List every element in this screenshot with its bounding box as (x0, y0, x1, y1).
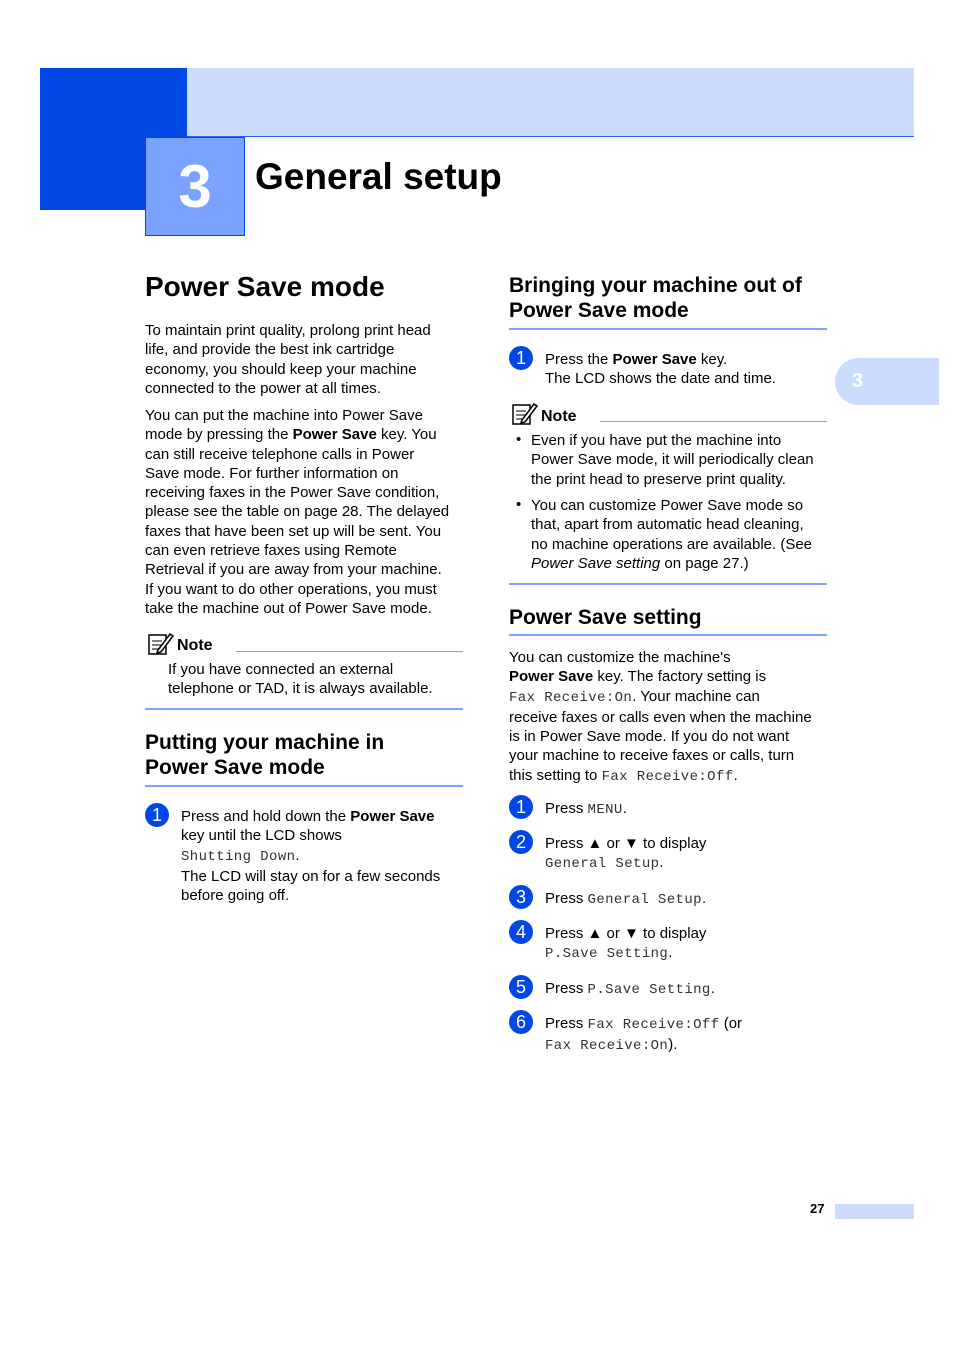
step-text (181, 807, 471, 905)
text-line: Press ▲ or ▼ to display (545, 925, 707, 942)
text-line: this setting to Fax Receive:Off. (509, 766, 738, 785)
text-line: Power Save setting on page 27.) (531, 554, 749, 572)
section-heading-power-save-mode: Power Save mode (145, 271, 385, 302)
text-line: Press ▲ or ▼ to display (545, 835, 707, 852)
text-line: If you want to do other operations, you must (145, 580, 437, 598)
text-line: connected to the power at all times. (145, 379, 381, 397)
text-line: Shutting Down. (181, 846, 300, 865)
text-line: economy, you should keep your machine (145, 360, 417, 378)
subheading-putting (145, 730, 384, 780)
text-line: You can customize the machine's (509, 649, 731, 666)
subheading-power-save-setting: Power Save setting (509, 606, 702, 629)
step-text (545, 1014, 742, 1057)
bullet-mark: • (516, 496, 522, 513)
text-line: The LCD will stay on for a few seconds (181, 867, 441, 885)
power-save-paragraph (145, 406, 475, 618)
side-tab-label: 3 (852, 370, 864, 392)
cross-reference-link[interactable]: Power Save setting (531, 554, 661, 572)
text-line: telephone or TAD, it is always available. (168, 680, 433, 698)
setting-paragraph (509, 648, 839, 787)
text-line: P.Save Setting. (545, 944, 673, 963)
text-line: You can put the machine into Power Save (145, 407, 423, 424)
heading-line: Power Save mode (145, 756, 325, 779)
page-number: 27 (810, 1201, 825, 1216)
heading-line: Putting your machine in (145, 731, 385, 754)
heading-line: Bringing your machine out of (509, 274, 802, 297)
note-rule (600, 421, 827, 422)
step-number-badge: 2 (509, 830, 533, 854)
note-bullet-2 (531, 496, 836, 573)
text-line: your machine to receive faxes or calls, turn (509, 747, 795, 765)
text-line: life, and provide the best ink cartridge (145, 341, 395, 359)
heading-underline (509, 328, 827, 330)
text-line: no machine operations are available. (See (531, 535, 813, 553)
step-number-badge: 3 (509, 885, 533, 909)
text-line: receive faxes or calls even when the machine (509, 708, 812, 726)
text-line: To maintain print quality, prolong print head (145, 322, 431, 339)
text-line: the print head to preserve print quality. (531, 470, 786, 488)
step-number-badge: 1 (509, 795, 533, 819)
text-line: before going off. (181, 887, 290, 905)
note-pencil-icon (148, 632, 174, 656)
page-footer-bar (835, 1204, 914, 1219)
note-rule (236, 651, 463, 652)
chapter-title: General setup (255, 156, 502, 197)
step-text (545, 350, 835, 389)
note-label: Note (541, 408, 577, 425)
text-line: General Setup. (545, 854, 664, 873)
heading-underline (145, 785, 463, 787)
heading-line: Power Save mode (509, 299, 689, 322)
step-text: Press P.Save Setting. (545, 980, 715, 998)
note-pencil-icon (512, 402, 538, 426)
text-line: Power Save mode, it will periodically clean (531, 451, 814, 469)
text-line: can even retrieve faxes using Remote (145, 542, 397, 560)
header-band (187, 68, 914, 137)
note-body (168, 660, 468, 699)
intro-paragraph (145, 321, 475, 398)
text-line: Press Fax Receive:Off (or (545, 1015, 743, 1033)
step-number-badge: 5 (509, 975, 533, 999)
text-line: Fax Receive:On. Your machine can (509, 687, 760, 706)
text-line: Even if you have put the machine into (531, 432, 782, 449)
text-line: mode by pressing the Power Save key. You (145, 426, 437, 444)
text-line: You can customize Power Save mode so (531, 497, 804, 514)
text-line: If you have connected an external (168, 661, 394, 678)
step-text (545, 924, 706, 965)
text-line: faxes that have been set up will be sent. You (145, 522, 442, 540)
text-line: can still receive telephone calls in Power (145, 445, 415, 463)
note-bullet-1 (531, 431, 836, 489)
text-line: that, apart from automatic head cleaning, (531, 516, 804, 534)
chapter-number: 3 (145, 137, 245, 236)
text-line: please see the table on page 28. The delayed (145, 503, 450, 521)
text-line: take the machine out of Power Save mode. (145, 599, 432, 617)
step-number-badge: 4 (509, 920, 533, 944)
bullet-mark: • (516, 431, 522, 448)
text-line: Save mode. For further information on (145, 464, 399, 482)
text-line: Press the Power Save key. (545, 351, 728, 368)
text-line: Fax Receive:On). (545, 1036, 678, 1055)
section-divider (145, 708, 463, 710)
text-line: receiving faxes in the Power Save condition, (145, 484, 440, 502)
text-line: The LCD shows the date and time. (545, 370, 776, 388)
step-text: Press General Setup. (545, 890, 707, 908)
step-text (545, 834, 706, 875)
step-number-badge: 1 (509, 346, 533, 370)
text-line: is in Power Save mode. If you do not want (509, 728, 790, 746)
text-line: Power Save key. The factory setting is (509, 668, 767, 686)
text-line: key until the LCD shows (181, 827, 342, 845)
heading-underline (509, 634, 827, 636)
step-text: Press MENU. (545, 800, 627, 818)
note-label: Note (177, 637, 213, 654)
text-line: Press and hold down the Power Save (181, 808, 435, 825)
chapter-side-tab[interactable] (835, 358, 939, 405)
step-number-badge: 6 (509, 1010, 533, 1034)
step-number-badge: 1 (145, 803, 169, 827)
section-divider (509, 583, 827, 585)
subheading-bringing (509, 273, 802, 323)
text-line: Retrieval if you are away from your machine. (145, 561, 442, 579)
